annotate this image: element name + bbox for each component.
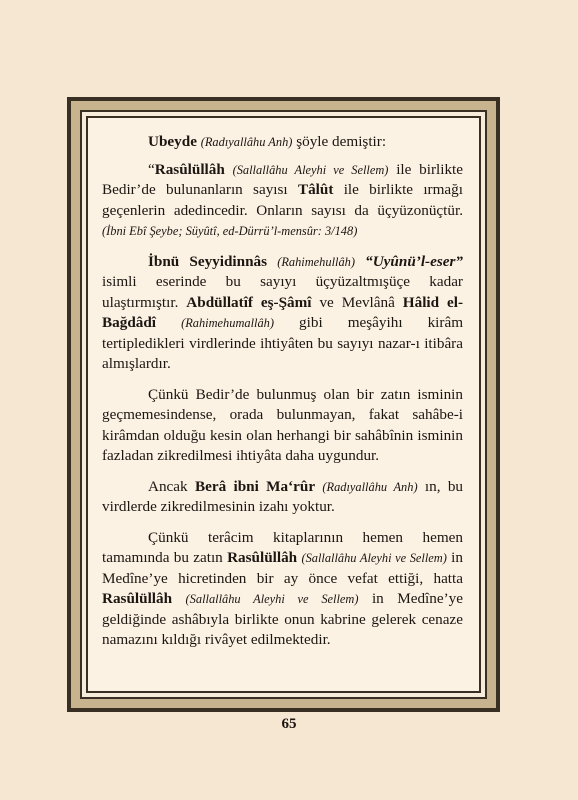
text-span: ın, bu virdlerde zikredilmesinin izahı yoktur. [102,477,464,515]
name-bera: Berâ ibni Ma‘rûr [194,477,316,495]
page-number: 65 [281,716,297,732]
book-title: “Uyûnü’l-eser” [365,252,463,270]
name-abdullatif: Abdüllatîf eş-Şâmî [186,293,312,311]
honorific: (Radıyallâhu Anh) [322,479,418,494]
text-block [86,116,481,693]
text-span: Çünkü terâcim kitaplarının hemen hemen tamamında bu zatın [102,528,463,566]
text-span: isimli eserinde bu sayıyı üçyüzaltmışüçe kadar ulaştırmıştır. [102,273,463,311]
paragraph-5 [102,477,463,518]
name-talut: Tâlût [297,181,334,198]
text-span: şöyle demiştir: [292,133,387,150]
page-border-middle [80,110,487,699]
text-span [172,590,185,607]
honorific: (Rahimehullâh) [277,254,355,269]
quote-mark: “ [148,160,155,178]
honorific: (Radıyallâhu Anh) [200,135,293,149]
text-span [355,253,365,270]
honorific: (Sallallâhu Aleyhi ve Sellem) [301,551,447,565]
name-rasulullah: Rasûlüllâh [102,590,173,607]
paragraph-4 [102,385,463,467]
text-span [225,161,233,178]
text-span: Çünkü Bedir’de bulunmuş olan bir zatın isminin geçmemesindense, orada bulunmayan, fakat sahâbe-i kirâmdan olduğu kesin olan herhangi bir sahâbînin isminin fazladan zikredilmesi ihtiyâta daha uygundur. [102,385,463,464]
text-span: in Medîne’ye hicretinden bir ay önce vefat ettiği, hatta [102,549,463,587]
text-span: in Medîne’ye geldiğinde ashâbıyla birlikte onun kabrine gelerek cenaze namazını kıldığı rivâyet edilmektedir. [102,590,463,648]
paragraph-2 [102,160,463,242]
name-halid: Hâlid el-Bağdâdî [102,293,464,331]
name-ibnu-seyyidinnas: İbnü Seyyidinnâs [148,252,268,270]
honorific: (Sallallâhu Aleyhi ve Sellem) [185,592,359,606]
text-span: ile birlikte ırmağı geçenlerin adedincedir. Onların sayısı da üçyüzonüçtür. [102,181,463,219]
name-rasulullah: Rasûlüllâh [154,160,225,178]
honorific: (Rahimehumallâh) [181,316,274,330]
name-rasulullah: Rasûlüllâh [227,549,298,566]
text-span: Ancak [148,477,195,495]
paragraph-6 [102,528,463,651]
text-span: ile birlikte Bedir’de bulunanların sayısı [102,160,464,198]
text-span [267,253,277,270]
text-span [156,314,181,331]
page-border-outer [67,97,500,712]
paragraph-3 [102,252,463,375]
honorific: (Sallallâhu Aleyhi ve Sellem) [232,162,389,177]
source-citation: (İbni Ebî Şeybe; Süyûtî, ed-Dürrü’l-mensûr: 3/148) [102,224,358,238]
name-ubeyde: Ubeyde [148,133,197,150]
text-span: gibi meşâyihı kirâm tertipledikleri virdlerinde ihtiyâten bu sayıyı nazar-ı itibâra almışlardır. [102,314,464,372]
text-span: ve Mevlânâ [311,293,403,311]
paragraph-1 [102,132,463,153]
